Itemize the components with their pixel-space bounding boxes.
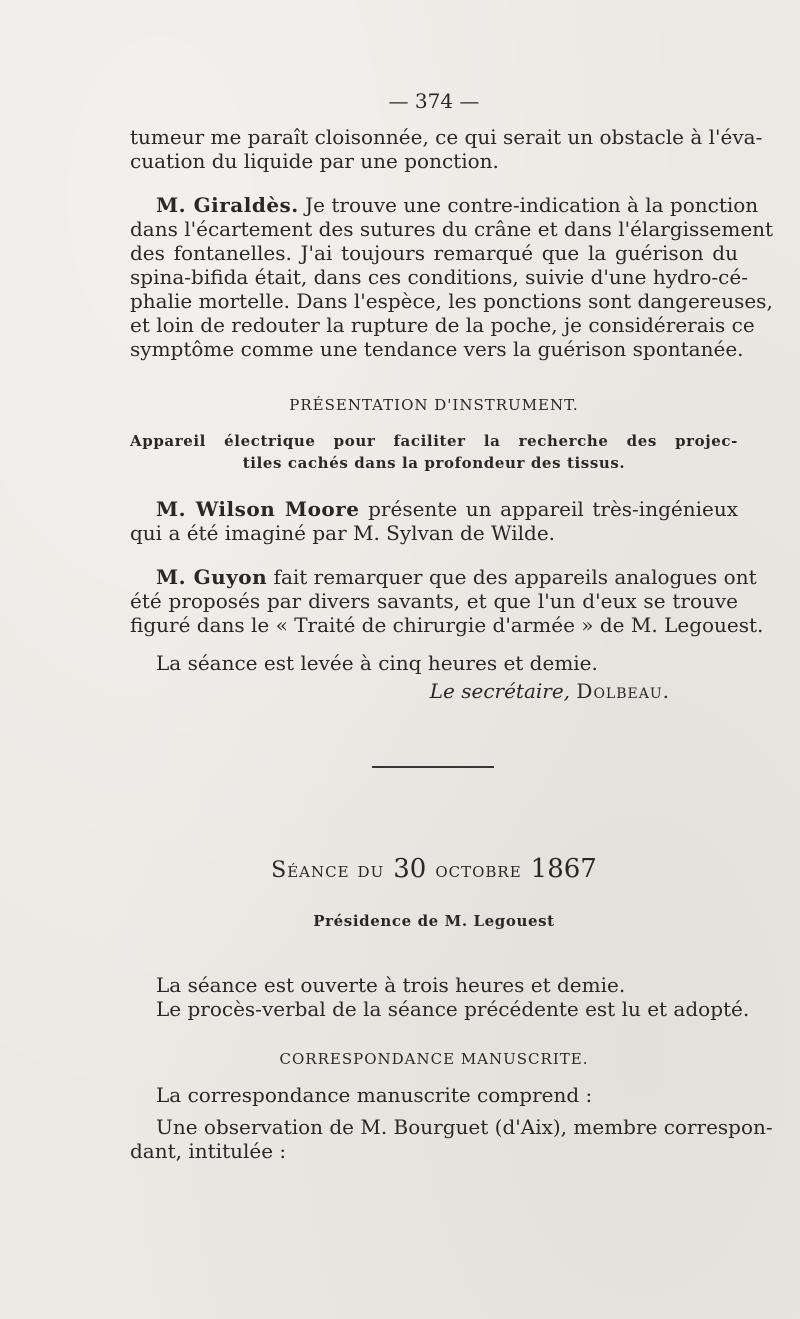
secretary-label: Le secrétaire, [429, 679, 571, 703]
body-text: Je trouve une contre-indication à la ponction [305, 193, 759, 217]
body-line: spina-bifida était, dans ces conditions, suivie d'une hydro-cé- [130, 265, 748, 289]
item-title: tiles cachés dans la profondeur des tissus. [242, 454, 626, 472]
body-line: La séance est levée à cinq heures et demie. [156, 651, 598, 675]
body-line: cuation du liquide par une ponction. [130, 149, 499, 173]
body-text: fait remarquer que des appareils analogues ont [273, 565, 757, 589]
section-heading: PRÉSENTATION D'INSTRUMENT. [289, 396, 579, 414]
section-heading: CORRESPONDANCE MANUSCRITE. [279, 1050, 589, 1068]
body-line: La correspondance manuscrite comprend : [156, 1083, 593, 1107]
session-block [130, 0, 774, 1319]
session-word: Séance du [271, 858, 385, 883]
body-line: tumeur me paraît cloisonnée, ce qui serait un obstacle à l'éva- [130, 125, 763, 149]
body-line: été proposés par divers savants, et que l'un d'eux se trouve [130, 589, 738, 613]
item-title: Appareil électrique pour faciliter la recherche des projec- [130, 432, 738, 450]
session-month: octobre [435, 858, 522, 883]
body-line: qui a été imaginé par M. Sylvan de Wilde. [130, 521, 556, 545]
page-number: — 374 — [388, 89, 480, 113]
session-title [130, 852, 738, 886]
secretary-name: Dolbeau. [576, 679, 670, 703]
session-day: 30 [393, 854, 427, 884]
session-year: 1867 [530, 854, 597, 884]
body-line: Une observation de M. Bourguet (d'Aix), membre correspon- [156, 1115, 773, 1139]
speaker-name: M. Wilson Moore [156, 497, 360, 521]
body-line: figuré dans le « Traité de chirurgie d'armée » de M. Legouest. [130, 613, 764, 637]
presidence-line: Présidence de M. Legouest [313, 912, 555, 930]
body-line: symptôme comme une tendance vers la guérison spontanée. [130, 337, 744, 361]
body-line: dans l'écartement des sutures du crâne et dans l'élargissement [130, 217, 774, 241]
speaker-name: M. Giraldès. [156, 193, 299, 217]
body-text: présente un appareil très-ingénieux [368, 497, 738, 521]
body-line: des fontanelles. J'ai toujours remarqué que la guérison du [130, 241, 738, 265]
body-line: La séance est ouverte à trois heures et demie. [156, 973, 626, 997]
body-line: et loin de redouter la rupture de la poche, je considérerais ce [130, 313, 755, 337]
body-line: Le procès-verbal de la séance précédente est lu et adopté. [156, 997, 750, 1021]
body-line: dant, intitulée : [130, 1139, 287, 1163]
body-line: phalie mortelle. Dans l'espèce, les ponctions sont dangereuses, [130, 289, 773, 313]
speaker-name: M. Guyon [156, 565, 268, 589]
